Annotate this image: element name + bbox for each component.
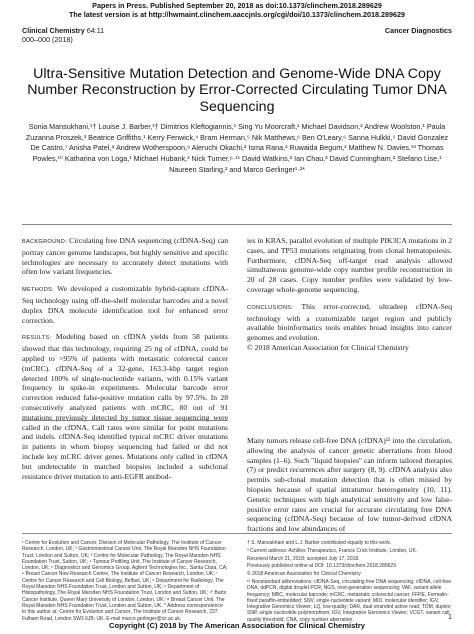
- results-text: Modeling based on cfDNA yields from 58 patients showed that this technology, requiring 25 ng of cfDNA, could be applied to >95% of patients with metastatic colorectal cancer (mCRC). cfDNA-Seq of a 32-gene, 163.3-kbp target region detected 100% of single-nucleotide variants, with 0.15% variant frequency in spike-in experiments. Molecular barcode error correction reduced false-positive mutation calls by 97.5%. In 28 consecutively analyzed patients with mCRC, 80 out of 91 mutations previously detected by tumor tissue sequencing were called in the cfDNA. Call rates were similar for point mutations and indels. cfDNA-Seq identified typical mCRC driver mutations in patients in whom biopsy sequencing had failed or did not include key mCRC driver genes. Mutations only called in cfDNA but undetectable in matched biopsies included a subclonal resistance driver mutation to anti-EGFR antibod-: [22, 332, 228, 481]
- journal-pages: 000–000 (2018): [22, 34, 73, 44]
- abstract-copyright: © 2018 American Association for Clinical Chemistry: [247, 342, 409, 352]
- methods-label: METHODS:: [22, 287, 54, 294]
- abstract-background: [22, 236, 228, 277]
- footnote-doi: Previously published online at DOI: 10.1373/clinchem.2018.289629: [247, 563, 396, 570]
- footnote-received: Received March 21, 2018; accepted July 17, 2018.: [247, 555, 360, 562]
- press-line-1: Papers in Press. Published September 20, 2018 as doi:10.1373/clinchem.2018.289629: [92, 1, 382, 10]
- abstract-column-right: [247, 236, 452, 360]
- abstract-bottom-rule: [22, 420, 228, 421]
- footnote-current-address: ³ Current address: Achilles Therapeutics, Francis Crick Institute, London, UK.: [247, 547, 418, 554]
- introduction-text: Many tumors release cell-free DNA (cfDNA)¹² into the circulation, allowing the analysis of cancer genetic aberrations from blood samples (1–6). Such "liquid biopsies" can inform tailored therapies (7) or predict recurrences after surgery (8, 9). cfDNA analysis also permits sub-clonal mutation detection that is often missed by biopsies because of spatial intratumor heterogeneity (10, 11). Genetic techniques with high analytical sensitivity and low false-positive error rates are crucial for accurate circulating free DNA sequencing (cfDNA-Seq) because of low tumor-derived cfDNA fractions and low abundances of: [247, 436, 452, 534]
- journal-info: [22, 27, 104, 44]
- article-title: Ultra-Sensitive Mutation Detection and Genome-Wide DNA Copy Number Reconstruction by Error-Corrected Circulating Tumor DNA Sequencing: [27, 66, 447, 115]
- conclusions-label: CONCLUSIONS:: [247, 304, 294, 311]
- section-name: Cancer Diagnostics: [384, 26, 452, 35]
- background-label: BACKGROUND:: [22, 239, 67, 245]
- footnote-rule: [22, 533, 452, 534]
- footnote-equal-contribution: † S. Mansukhani and L.J. Barber contributed equally to this work.: [247, 540, 392, 546]
- masthead: [22, 27, 452, 49]
- copyright-footer: Copyright (C) 2018 by The American Association for Clinical Chemistry: [109, 621, 365, 630]
- abstract-conclusions: [247, 302, 452, 353]
- abstract-top-rule: [22, 224, 452, 225]
- article-footnotes: [247, 540, 452, 625]
- journal-name: Clinical Chemistry: [22, 26, 85, 35]
- abstract-results-continued: ies in KRAS, parallel evolution of multiple PIK3CA mutations in 2 cases, and TP53 mutations originating from clonal hematopoiesis. Furthermore, cfDNA-Seq off-target read analysis allowed simultaneous genome-wide copy number profile reconstruction in 20 of 28 cases. Copy number profiles were validated by low-coverage whole-genome sequencing.: [247, 236, 452, 294]
- press-banner: [0, 2, 474, 19]
- conclusions-text: This error-corrected, ultradeep cfDNA-Seq technology with a customizable target region and publicly available bioinformatics tools enables broad insights into cancer genomes and evolution.: [247, 301, 452, 343]
- affiliations-footnote: ¹ Centre for Evolution and Cancer, Division of Molecular Pathology, The Institute of Cancer Research, London, UK; ² Gastrointestinal Cancer Unit, The Royal Marsden NHS Foundation Trust, London and Sutton, UK; ³ Centre for Molecular Pathology, The Royal Marsden NHS Foundation Trust, Sutton, UK; ⁴ Tumour Profiling Unit, The Institute of Cancer Research, London, UK; ⁵ Diagnostics and Genomics Group, Agilent Technologies Inc., Santa Clara, CA; ⁶ Breast Cancer Now Research Centre, The Institute of Cancer Research, London, UK; ⁷ Centre for Cancer Research and Cell Biology, Belfast, UK; ⁸ Department for Radiology, The Royal Marsden NHS Foundation Trust, London and Sutton, UK; ⁹ Department of Histopathology, The Royal Marsden NHS Foundation Trust, London and Sutton, UK; ¹⁰ Barts Cancer Institute, Queen Mary University of London, London, UK; ¹¹ Breast Cancer Unit, The Royal Marsden NHS Foundation Trust, London and Sutton, UK. * Address correspondence to this author at: Centre for Evolution and Cancer, The Institute of Cancer Research, 237 Fulham Road, London SW3 6JB, UK. E-mail marco.gerlinger@icr.ac.uk.: [22, 540, 228, 622]
- background-text: Circulating free DNA sequencing (cfDNA-Seq) can portray cancer genome landscapes, but highly sensitive and specific technologies are necessary to accurately detect mutations with often low variant frequencies.: [22, 236, 229, 277]
- footnote-copyright: © 2018 American Association for Clinical Chemistry: [247, 571, 361, 578]
- journal-volume: 64:11: [86, 26, 105, 35]
- footnote-abbreviations: ¹² Nonstandard abbreviations: cfDNA-Seq, circulating free DNA sequencing; cfDNA, cell-free DNA; ddPCR, digital droplet PCR; NGS, next-generation sequencing; VAF, variant allele frequency; MBC, molecular barcode; mCRC, metastatic colorectal cancer; FFPE, Formalin-fixed paraffin-embedded; SNV, single-nucleotide variant; MID, molecular identifier; IGV, Integrative Genomics Viewer; LQ, low-quality; DAR, dual-stranded active read; TDM, duplex; SNP, single nucleotide polymorphism; IGV, Integrative Genomics Viewer; VCGT, variant call quality threshold; CNA, copy number aberration.: [247, 578, 452, 623]
- abstract-results: [22, 332, 228, 481]
- methods-text: We developed a customizable hybrid-capture cfDNA-Seq technology using off-the-shelf molecular barcodes and a novel duplex DNA molecule identification tool for enhanced error correction.: [22, 284, 229, 325]
- press-line-2[interactable]: The latest version is at http://hwmaint.clinchem.aaccjnls.org/cgi/doi/10.1373/clinchem.2018.289629: [69, 9, 405, 19]
- author-list: Sonia Mansukhani,¹† Louise J. Barber,¹† Dimitrios Kleftogiannis,¹ Sing Yu Moorcraft,² Michael Davidson,² Andrew Woolston,¹ Paula Zuzanna Proszek,³ Beatrice Griffiths,¹ Kerry Fenwick,⁴ Bram Herman,⁵ Nik Matthews,⁶ Ben O'Leary,⁶ Sanna Hulkki,⁵ David Gonzalez De Castro,⁷ Anisha Patel,⁸ Andrew Wotherspoon,⁹ Aleruchi Okachi,² Isma Rana,² Ruwaida Begum,² Matthew N. Davies,¹³ Thomas Powles,¹⁰ Katharina von Loga,¹ Michael Hubank,³ Nick Turner,⁶·¹¹ David Watkins,² Ian Chau,² David Cunningham,² Stefano Lise,¹ Naureen Starling,² and Marco Gerlinger¹·²*: [25, 122, 449, 174]
- abstract-column-left: [22, 236, 228, 488]
- page-number: 1: [448, 612, 452, 621]
- results-label: RESULTS:: [22, 335, 52, 342]
- abstract-methods: [22, 284, 228, 325]
